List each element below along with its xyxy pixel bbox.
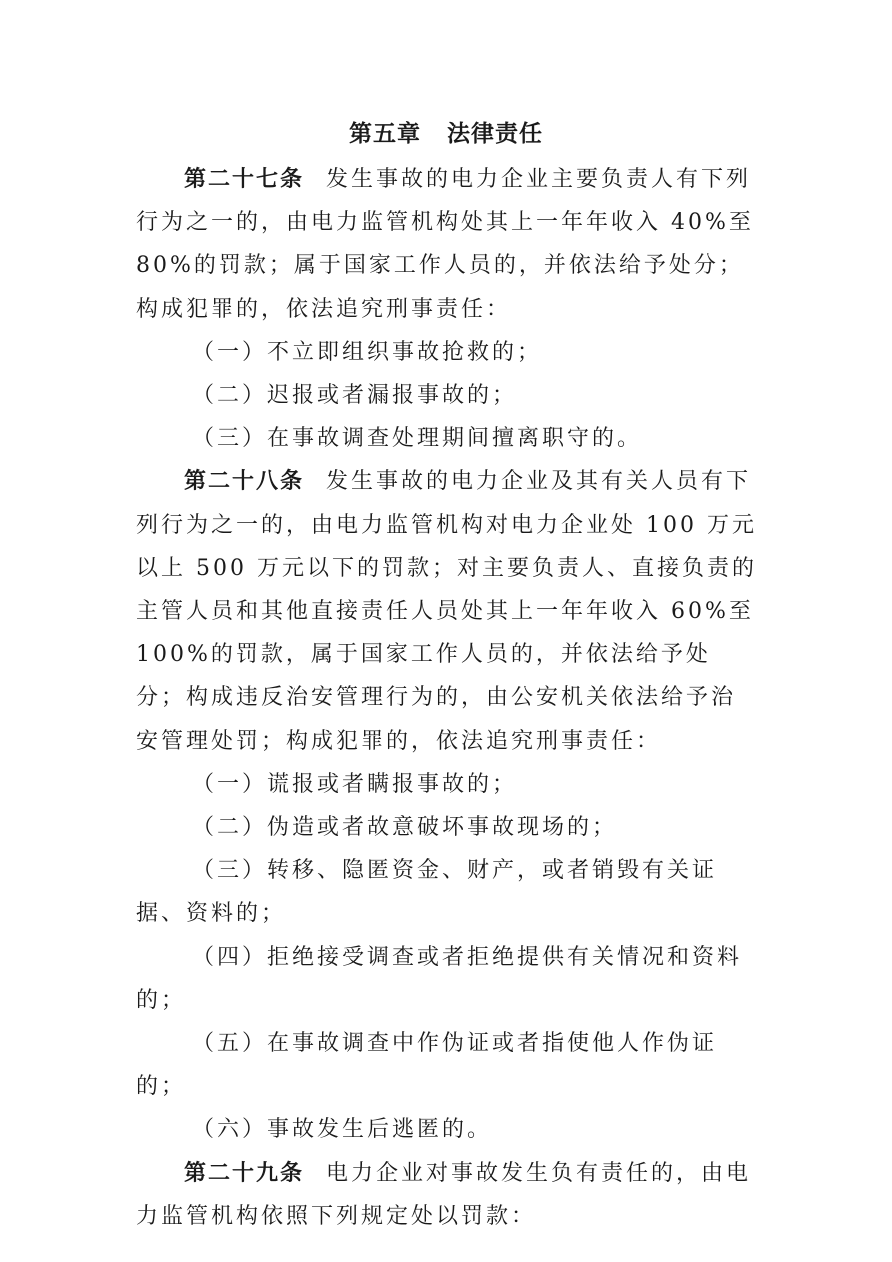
article-27-item-1: （一）不立即组织事故抢救的； bbox=[192, 339, 543, 365]
article-27-item-3: （三）在事故调查处理期间擅离职守的。 bbox=[192, 426, 643, 452]
chapter-number: 第五章 bbox=[349, 121, 421, 147]
article-28-item-3: （三）转移、隐匿资金、财产，或者销毁有关证据、资料的； bbox=[136, 858, 718, 927]
article-28 bbox=[136, 460, 760, 762]
article-28-label: 第二十八条 bbox=[184, 469, 305, 495]
article-28-body: 发生事故的电力企业及其有关人员有下列行为之一的，由电力监管机构对电力企业处 100 万元以上 500 万元以下的罚款；对主要负责人、直接负责的主管人员和其他直接责任人员处其上一年年收入 60%至 100%的罚款，属于国家工作人员的，并依法给予处分；构成违反治安管理行为的，由公安机关依法给予治安管理处罚；构成犯罪的，依法追究刑事责任： bbox=[136, 469, 757, 754]
article-27-label: 第二十七条 bbox=[184, 167, 305, 192]
article-28-item-6: （六）事故发生后逃匿的。 bbox=[192, 1117, 493, 1143]
article-28-item-2: （二）伪造或者故意破坏事故现场的； bbox=[192, 815, 618, 841]
article-29-label: 第二十九条 bbox=[184, 1160, 305, 1186]
article-29 bbox=[136, 1152, 760, 1238]
article-29-body: 电力企业对事故发生负有责任的，由电力监管机构依照下列规定处以罚款： bbox=[136, 1160, 752, 1229]
article-28-item-1: （一）谎报或者瞒报事故的； bbox=[192, 771, 518, 797]
chapter-heading bbox=[0, 118, 892, 150]
document-body bbox=[136, 158, 760, 1238]
article-28-item-4: （四）拒绝接受调查或者拒绝提供有关情况和资料的； bbox=[136, 944, 743, 1013]
chapter-title: 法律责任 bbox=[447, 121, 543, 147]
article-28-item-5: （五）在事故调查中作伪证或者指使他人作伪证的； bbox=[136, 1031, 718, 1100]
article-27 bbox=[136, 158, 760, 331]
article-27-body: 发生事故的电力企业主要负责人有下列行为之一的，由电力监管机构处其上一年年收入 40%至 80%的罚款；属于国家工作人员的，并依法给予处分；构成犯罪的，依法追究刑事责任： bbox=[136, 167, 754, 322]
article-27-item-2: （二）迟报或者漏报事故的； bbox=[192, 383, 518, 409]
